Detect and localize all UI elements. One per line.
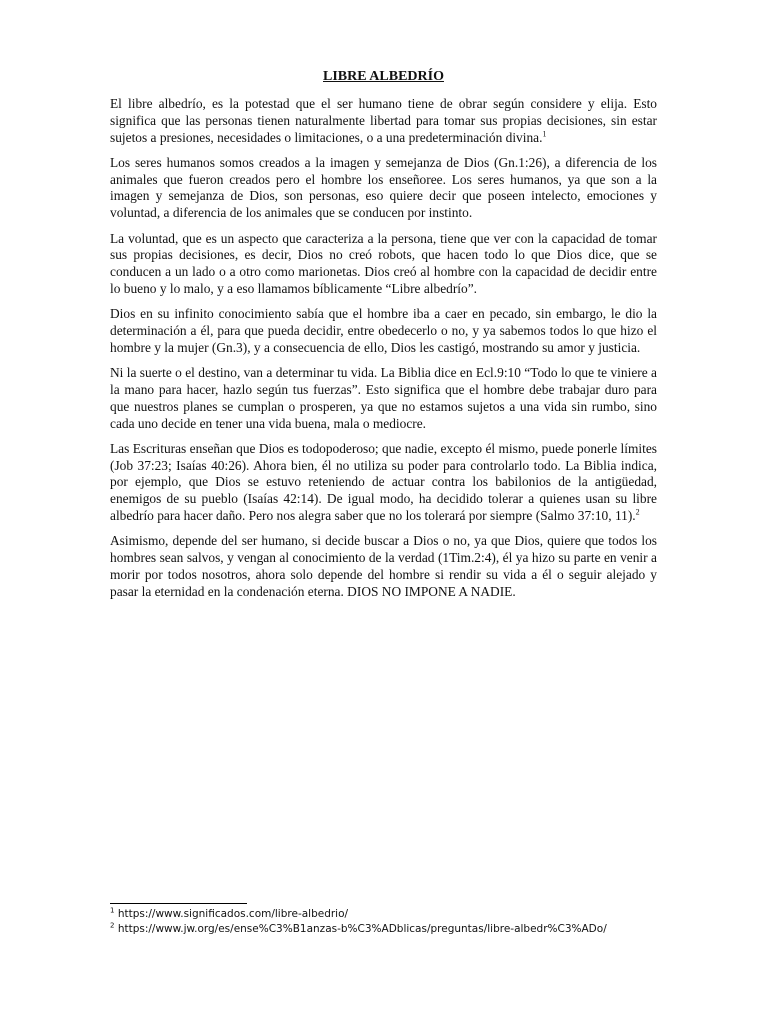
footnote-number: 2	[110, 921, 115, 930]
paragraph-3	[110, 231, 657, 298]
paragraph-2	[110, 155, 657, 222]
paragraph-text: La voluntad, que es un aspecto que caracteriza a la persona, tiene que ver con la capacidad de tomar sus propias decisiones, es decir, Dios no creó robots, que hacen todo lo que Dios dice, que se conducen a un lado o a otro como marionetas. Dios creó al hombre con la capacidad de decidir entre lo bueno y lo malo, y a eso llamamos bíblicamente “Libre albedrío”.	[110, 230, 657, 296]
footnotes-section	[110, 903, 657, 937]
footnote-reference-2[interactable]: 2	[635, 507, 640, 517]
footnote-link[interactable]: https://www.jw.org/es/ense%C3%B1anzas-b%C3%ADblicas/preguntas/libre-albedr%C3%ADo/	[117, 923, 607, 935]
paragraph-1	[110, 96, 657, 146]
footnote-link[interactable]: https://www.significados.com/libre-albedrio/	[117, 908, 349, 920]
paragraph-7	[110, 533, 657, 600]
footnote-number: 1	[110, 906, 115, 915]
footnote-2	[110, 922, 657, 937]
paragraph-text: Dios en su infinito conocimiento sabía que el hombre iba a caer en pecado, sin embargo, le dio la determinación a él, para que pueda decidir, entre obedecerlo o no, y ya sabemos todos lo que hizo el hombre y la mujer (Gn.3), y a consecuencia de ello, Dios les castigó, mostrando su amor y justicia.	[110, 306, 657, 355]
paragraph-text: Los seres humanos somos creados a la imagen y semejanza de Dios (Gn.1:26), a diferencia de los animales que fueron creados pero el hombre los enseñoree. Los seres humanos, ya que son a la imagen y semejanza de Dios, son personas, eso quiere decir que poseen intelecto, emociones y voluntad, a diferencia de los animales que se conducen por instinto.	[110, 154, 657, 221]
paragraph-text: El libre albedrío, es la potestad que el ser humano tiene de obrar según considere y elija. Esto significa que las personas tienen naturalmente libertad para tomar sus propias decisiones, sin estar sujetos a presiones, necesidades o limitaciones, o a una predeterminación divina.	[110, 96, 657, 145]
document-body	[110, 68, 657, 609]
paragraph-text: Asimismo, depende del ser humano, si decide buscar a Dios o no, ya que Dios, quiere que todos los hombres sean salvos, y vengan al conocimiento de la verdad (1Tim.2:4), él ya hizo su parte en venir a morir por todos nosotros, ahora solo depende del hombre si rendir su vida a él o seguir alejado y pasar la eternidad en la condenación eterna. DIOS NO IMPONE A NADIE.	[110, 533, 657, 599]
footnote-1	[110, 907, 657, 922]
paragraph-5	[110, 365, 657, 432]
paragraph-text: Las Escrituras enseñan que Dios es todopoderoso; que nadie, excepto él mismo, puede ponerle límites (Job 37:23; Isaías 40:26). Ahora bien, él no utiliza su poder para controlarlo todo. La Biblia indica, por ejemplo, que Dios se estuvo reteniendo de actuar contra los babilonios de la antigüedad, enemigos de su pueblo (Isaías 42:14). De igual modo, ha decidido tolerar a quienes usan su libre albedrío para hacer daño. Pero nos alegra saber que no los tolerará por siempre (Salmo 37:10, 11).	[110, 440, 657, 524]
footnote-reference-1[interactable]: 1	[542, 129, 547, 139]
paragraph-4	[110, 306, 657, 356]
document-title: LIBRE ALBEDRÍO	[323, 69, 444, 84]
paragraph-6	[110, 441, 657, 525]
paragraph-text: Ni la suerte o el destino, van a determinar tu vida. La Biblia dice en Ecl.9:10 “Todo lo que te viniere a la mano para hacer, hazlo según tus fuerzas”. Esto significa que el hombre debe trabajar duro para que nuestros planes se cumplan o prosperen, ya que no estamos sujetos a una vida sin rumbo, sino cada uno decide en tener una vida buena, mala o mediocre.	[110, 365, 657, 431]
footnote-separator	[110, 903, 247, 904]
